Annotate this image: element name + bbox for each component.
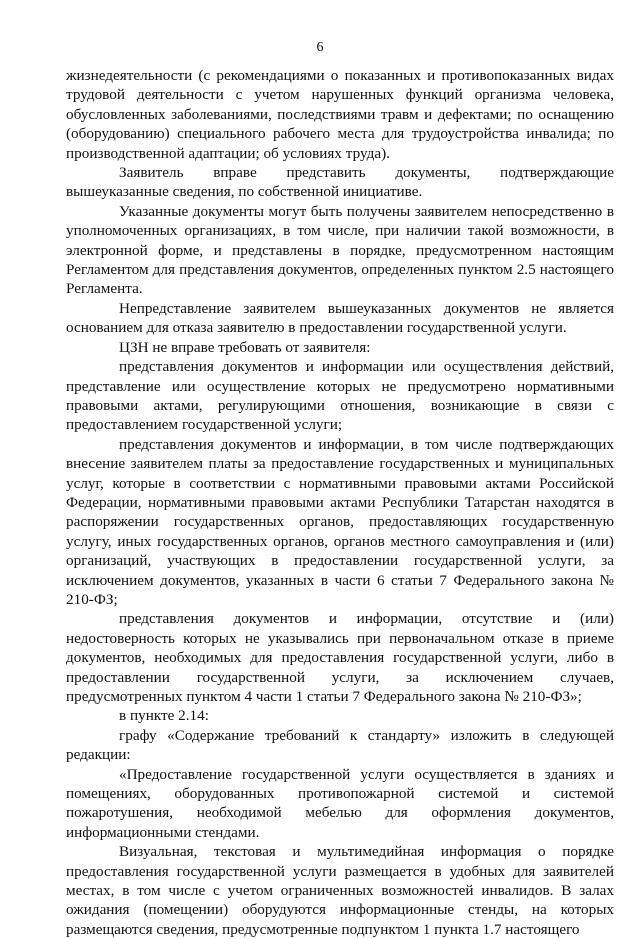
- paragraph-3: Указанные документы могут быть получены заявителем непосредственно в уполномоченных организациях, в том числе, при наличии такой возможности, в электронной форме, и представлены в порядке, предусмотренном настоящим Регламентом для представления документов, определенных пунктом 2.5 настоящего Регламента.: [66, 202, 614, 298]
- document-body: [66, 66, 614, 939]
- paragraph-2: Заявитель вправе представить документы, подтверждающие вышеуказанные сведения, по собственной инициативе.: [66, 164, 614, 201]
- paragraph-4: Непредставление заявителем вышеуказанных документов не является основанием для отказа заявителю в предоставлении государственной услуги.: [66, 299, 614, 337]
- paragraph-9: в пункте 2.14:: [119, 707, 209, 725]
- paragraph-10: графу «Содержание требований к стандарту» изложить в следующей редакции:: [66, 726, 614, 764]
- paragraph-11: «Предоставление государственной услуги осуществляется в зданиях и помещениях, оборудованных противопожарной системой и системой пожаротушения, необходимой мебелью для оформления документов, информационными стендами.: [66, 765, 614, 841]
- paragraph-6: представления документов и информации или осуществления действий, представление или осуществление которых не предусмотрено нормативными правовыми актами, регулирующими отношения, возникающие в связи с предоставлением государственной услуги;: [66, 358, 614, 434]
- paragraph-12: Визуальная, текстовая и мультимедийная информация о порядке предоставления государственной услуги размещается в удобных для заявителей местах, в том числе с учетом ограниченных возможностей инвалидов. В залах ожидания (помещении) оборудуются информационные стенды, на которых размещаются сведения, предусмотренные подпунктом 1 пункта 1.7 настоящего: [66, 843, 614, 938]
- page-number: 6: [316, 40, 324, 55]
- paragraph-1: жизнедеятельности (с рекомендациями о показанных и противопоказанных видах трудовой деятельности с учетом нарушенных функций организма человека, обусловленных заболеваниями, последствиями травм и дефектами; по оснащению (оборудованию) специального рабочего места для трудоустройства инвалида; по производственной адаптации; об условиях труда).: [66, 67, 614, 162]
- paragraph-7: представления документов и информации, в том числе подтверждающих внесение заявителем платы за предоставление государственных и муниципальных услуг, которые в соответствии с нормативными правовыми актами Российской Федерации, нормативными правовыми актами Республики Татарстан находятся в распоряжении государственных органов, предоставляющих государственную услугу, иных государственных органов, органов местного самоуправления и (или) организаций, участвующих в предоставлении государственной услуги, за исключением документов, указанных в части 6 статьи 7 Федерального закона № 210-ФЗ;: [66, 435, 614, 608]
- paragraph-8: представления документов и информации, отсутствие и (или) недостоверность которых не указывались при первоначальном отказе в приеме документов, необходимых для предоставления государственной услуги, либо в предоставлении государственной услуги, за исключением случаев, предусмотренных пунктом 4 части 1 статьи 7 Федерального закона № 210-ФЗ»;: [66, 610, 614, 705]
- paragraph-5: ЦЗН не вправе требовать от заявителя:: [119, 338, 371, 356]
